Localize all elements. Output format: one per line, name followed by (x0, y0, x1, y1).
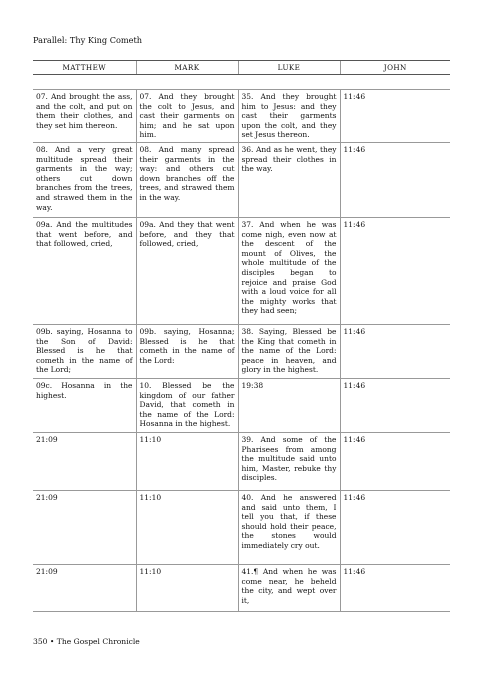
luke-cell: 38. Saying, Blessed be the King that cometh in the name of the Lord: peace in heaven, and glory in the highest. (238, 324, 340, 378)
mark-cell: 11:10 (136, 564, 238, 611)
john-cell: 11:46 (340, 142, 450, 217)
table-row (33, 217, 450, 324)
luke-cell: 36. And as he went, they spread their clothes in the way. (238, 142, 340, 217)
luke-cell: 37. And when he was come nigh, even now at the descent of the mount of Olives, the whole multitude of the disciples began to rejoice and praise God with a loud voice for all the mighty works that they had seen; (238, 217, 340, 324)
table-row (33, 432, 450, 490)
header-row (33, 61, 450, 75)
matthew-cell: 09a. And the multitudes that went before, and that followed, cried, (33, 217, 136, 324)
john-cell: 11:46 (340, 324, 450, 378)
mark-cell: 09a. And they that went before, and they that followed, cried, (136, 217, 238, 324)
mark-cell: 10. Blessed be the kingdom of our father David, that cometh in the name of the Lord: Hosanna in the highest. (136, 378, 238, 432)
john-cell: 11:46 (340, 90, 450, 143)
luke-cell: 35. And they brought him to Jesus: and they cast their garments upon the colt, and they set Jesus thereon. (238, 90, 340, 143)
john-cell: 11:46 (340, 217, 450, 324)
john-cell: 11:46 (340, 432, 450, 490)
table-row (33, 378, 450, 432)
luke-cell: 41.¶ And when he was come near, he beheld the city, and wept over it, (238, 564, 340, 611)
mark-cell: 09b. saying, Hosanna; Blessed is he that cometh in the name of the Lord: (136, 324, 238, 378)
column-header-luke: LUKE (238, 61, 340, 75)
column-header-john: JOHN (340, 61, 450, 75)
page-footer: 350 • The Gospel Chronicle (33, 637, 140, 646)
spacer-row (33, 75, 450, 90)
mark-cell: 07. And they brought the colt to Jesus, and cast their garments on him; and he sat upon him. (136, 90, 238, 143)
table-row (33, 490, 450, 564)
matthew-cell: 08. And a very great multitude spread their garments in the way; others cut down branches from the trees, and strawed them in the way. (33, 142, 136, 217)
table-row (33, 324, 450, 378)
table-row (33, 142, 450, 217)
page-title: Parallel: Thy King Cometh (33, 35, 143, 45)
john-cell: 11:46 (340, 490, 450, 564)
luke-cell: 19:38 (238, 378, 340, 432)
luke-cell: 39. And some of the Pharisees from among the multitude said unto him, Master, rebuke thy disciples. (238, 432, 340, 490)
luke-cell: 40. And he answered and said unto them, I tell you that, if these should hold their peace, the stones would immediately cry out. (238, 490, 340, 564)
parallel-table (33, 60, 450, 612)
mark-cell: 08. And many spread their garments in the way: and others cut down branches off the trees, and strawed them in the way. (136, 142, 238, 217)
mark-cell: 11:10 (136, 432, 238, 490)
matthew-cell: 21:09 (33, 490, 136, 564)
matthew-cell: 21:09 (33, 564, 136, 611)
john-cell: 11:46 (340, 564, 450, 611)
john-cell: 11:46 (340, 378, 450, 432)
matthew-cell: 21:09 (33, 432, 136, 490)
matthew-cell: 09c. Hosanna in the highest. (33, 378, 136, 432)
matthew-cell: 09b. saying, Hosanna to the Son of David: Blessed is he that cometh in the name of the Lord; (33, 324, 136, 378)
matthew-cell: 07. And brought the ass, and the colt, and put on them their clothes, and they set him thereon. (33, 90, 136, 143)
column-header-matthew: MATTHEW (33, 61, 136, 75)
column-header-mark: MARK (136, 61, 238, 75)
table-row (33, 90, 450, 143)
table-row (33, 564, 450, 611)
mark-cell: 11:10 (136, 490, 238, 564)
